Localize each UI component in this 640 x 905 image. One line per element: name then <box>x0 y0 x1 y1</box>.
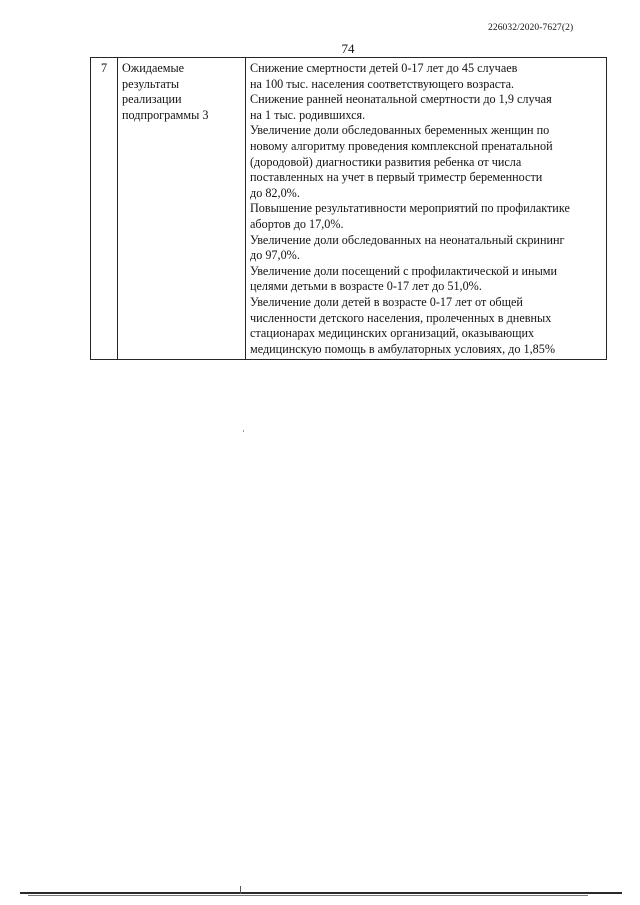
content-line: Снижение смертности детей 0-17 лет до 45 случаев <box>250 61 518 75</box>
content-line: абортов до 17,0%. <box>250 216 344 231</box>
content-line: до 97,0%. <box>250 248 300 263</box>
content-line: численности детского населения, пролеченных в дневных <box>250 310 552 325</box>
table-row <box>91 58 607 360</box>
content-line: поставленных на учет в первый триместр беременности <box>250 170 543 185</box>
content-line: до 82,0%. <box>250 185 300 200</box>
row-label-cell <box>118 58 246 360</box>
content-line: Увеличение доли обследованных беременных женщин по <box>250 123 550 138</box>
content-line: медицинскую помощь в амбулаторных условиях, до 1,85% <box>250 341 556 356</box>
row-content-cell <box>246 58 607 360</box>
scan-artifact-bottom-edge <box>20 892 622 898</box>
content-line: целями детьми в возрасте 0-17 лет до 51,0%. <box>250 279 482 294</box>
content-line: стационарах медицинских организаций, оказывающих <box>250 326 535 341</box>
document-registration-number: 226032/2020-7627(2) <box>488 23 574 33</box>
scan-edge-line <box>20 892 622 894</box>
content-line: Увеличение доли обследованных на неонатальный скрининг <box>250 232 565 247</box>
content-line: на 1 тыс. родившихся. <box>250 107 366 122</box>
row-label-line: реализации <box>122 92 182 107</box>
row-label-line: подпрограммы 3 <box>122 107 209 122</box>
content-line: Снижение ранней неонатальной смертности до 1,9 случая <box>250 92 552 107</box>
content-line: на 100 тыс. населения соответствующего возраста. <box>250 76 515 91</box>
content-line: (дородовой) диагностики развития ребенка от числа <box>250 154 522 169</box>
row-label-line: Ожидаемые <box>122 61 185 75</box>
program-results-table <box>90 57 607 360</box>
row-label-line: результаты <box>122 76 180 91</box>
scan-edge-tick <box>240 886 241 894</box>
scan-edge-line <box>28 895 588 896</box>
content-line: новому алгоритму проведения комплексной пренатальной <box>250 138 553 153</box>
content-line: Увеличение доли посещений с профилактической и иными <box>250 263 558 278</box>
content-line: Увеличение доли детей в возрасте 0-17 лет от общей <box>250 294 523 309</box>
content-line: Повышение результативности мероприятий по профилактике <box>250 201 570 216</box>
scan-artifact-dot <box>243 430 244 432</box>
row-number-cell: 7 <box>91 58 118 360</box>
page-number: 74 <box>341 41 355 56</box>
